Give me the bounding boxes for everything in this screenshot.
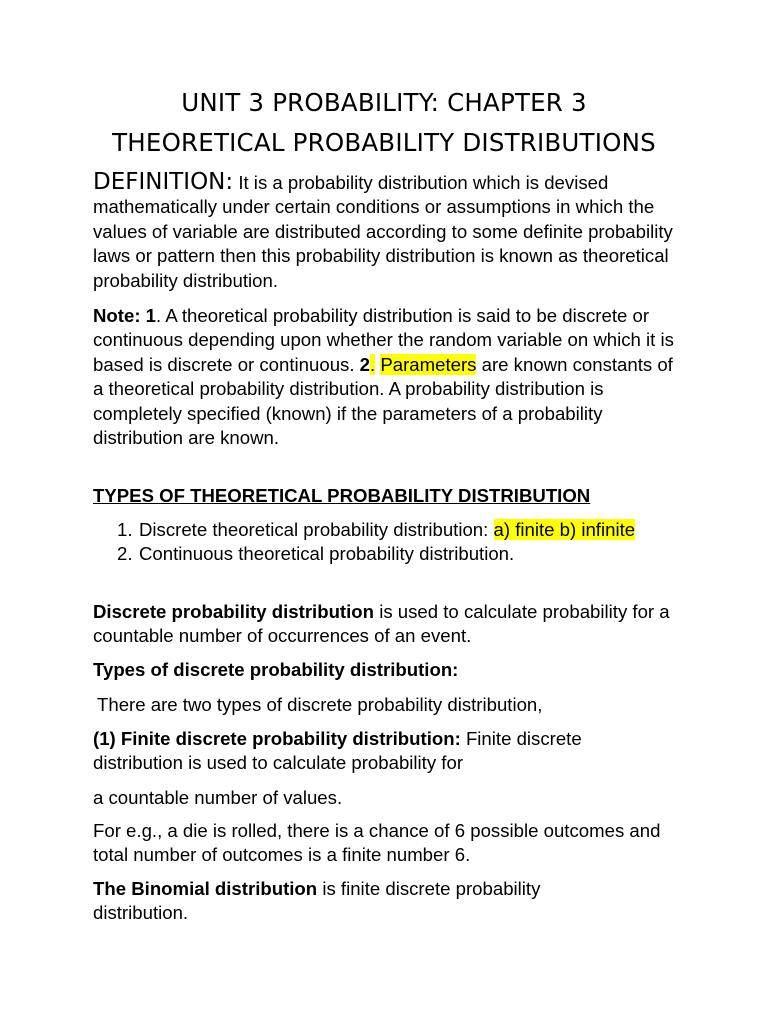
binomial-bold-term: The Binomial distribution [93,878,318,899]
list-number: 2. [117,543,133,565]
types-heading: TYPES OF THEORETICAL PROBABILITY DISTRIBUTION [93,485,591,506]
list-item [93,518,653,542]
chapter-title: UNIT 3 PROBABILITY: CHAPTER 3 [181,88,587,117]
note-label: Note: 1 [93,305,157,326]
definition-paragraph [93,170,678,293]
note-number-2: 2 [359,353,371,375]
parameters-highlight: Parameters [380,353,477,375]
note-text-2: are known constants of a theoretical probability distribution. A probability distribution is completely specified (known) if the parameters of a probability distribution are known. [93,353,673,449]
section-title: THEORETICAL PROBABILITY DISTRIBUTIONS [112,128,656,157]
finite-text: Finite discrete distribution is used to calculate probability for [93,728,582,774]
types-discrete-heading: Types of discrete probability distribution: [93,659,459,680]
finite-infinite-highlight: a) finite b) infinite [493,519,636,540]
list-item-text: Continuous theoretical probability distribution. [139,543,515,565]
example-paragraph: For e.g., a die is rolled, there is a chance of 6 possible outcomes and total number of outcomes is a finite number 6. [93,820,661,866]
types-list [93,518,653,567]
two-types-sentence: There are two types of discrete probability distribution, [97,694,543,715]
finite-bold-term: (1) Finite discrete probability distribution: [93,728,461,749]
discrete-text: is used to calculate probability for a countable number of occurrences of an event. [93,601,670,647]
list-item-text: Discrete theoretical probability distribution: [139,519,489,540]
definition-label: DEFINITION: [93,169,234,195]
binomial-text: is finite discrete probability distribution. [93,878,541,924]
list-item [93,542,653,566]
note-paragraph [93,304,678,450]
discrete-bold-term: Discrete probability distribution [93,601,375,622]
countable-line: a countable number of values. [93,787,343,808]
definition-text: It is a probability distribution which is devised mathematically under certain conditions or assumptions in which the values of variable are distributed according to some definite probability laws or pattern then this probability distribution is known as theoretical probability distribution. [93,172,673,291]
discrete-distribution-paragraph [93,600,683,649]
finite-discrete-paragraph [93,727,653,776]
binomial-paragraph [93,877,623,926]
note-dot-highlight: . [370,353,376,375]
list-number: 1. [117,519,133,540]
note-text-1: . A theoretical probability distribution is said to be discrete or continuous depending upon whether the random variable on which it is based is discrete or continuous. [93,305,674,375]
